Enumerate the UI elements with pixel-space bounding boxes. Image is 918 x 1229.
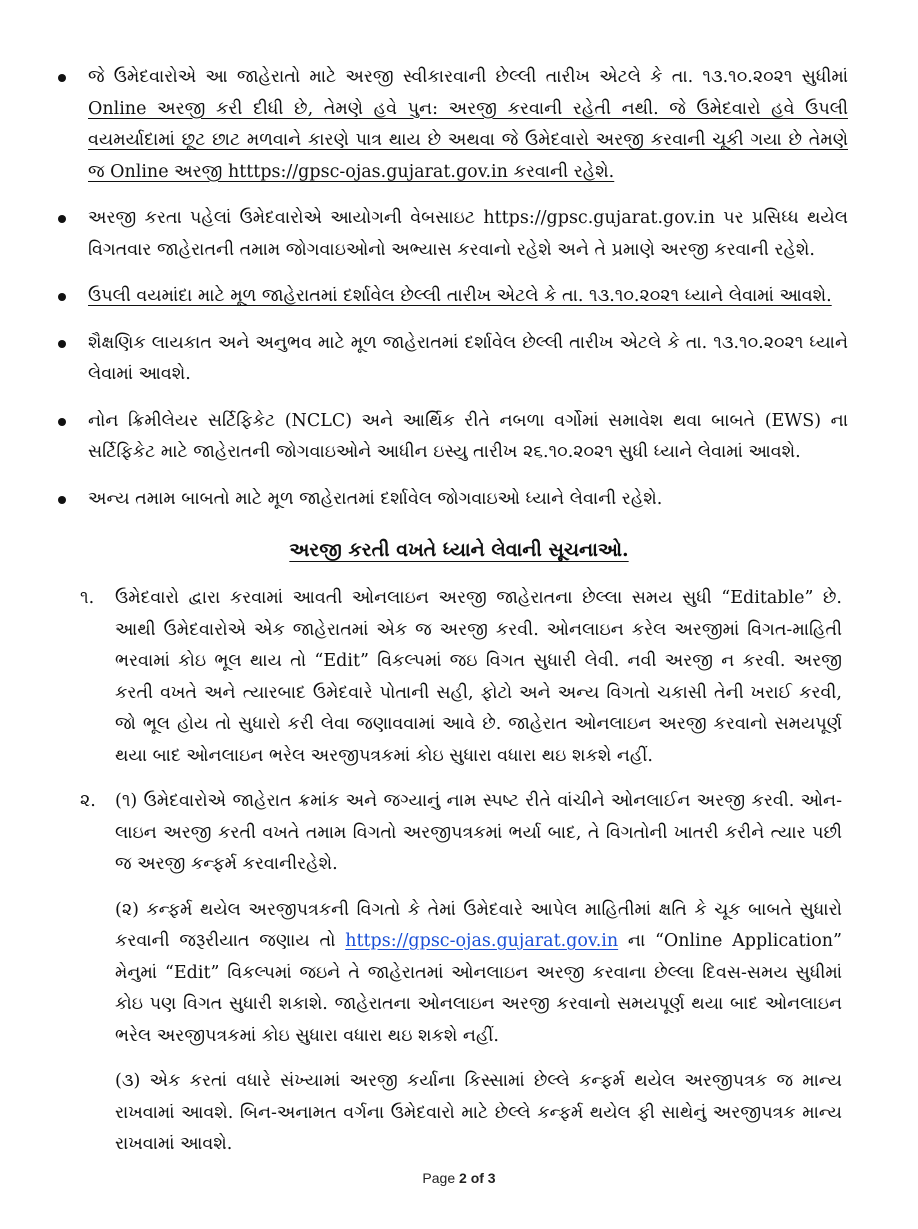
footer-total-pages: 3 (487, 1170, 496, 1186)
bullet-item-read-provisions (58, 203, 848, 266)
footer-page-label: Page (422, 1170, 456, 1186)
section-heading: અરજી કરતી વખતે ધ્યાને લેવાની સૂચનાઓ. (289, 539, 629, 561)
ojas-website-link[interactable]: https://gpsc-ojas.gujarat.gov.in (345, 931, 619, 951)
instructions-list (80, 583, 842, 1175)
instruction-sub-3: (૩) એક કરતાં વધારે સંખ્યામાં અરજી કર્યાના કિસ્સામાં છેલ્લે કન્ફર્મ થયેલ અરજીપત્રક જ માન્ય રાખવામાં આવશે. બિન-અનામત વર્ગના ઉમેદવારો માટે છેલ્લે કન્ફર્મ થયેલ ફી સાથેનું અરજીપત્રક માન્ય રાખવામાં આવશે. (115, 1071, 842, 1154)
bullet-text-underlined: Online અરજી કરી દીધી છે, તેમણે હવે પુન: અરજી કરવાની રહેતી નથી. જે ઉમેદવારો હવે ઉપલી વયમર્યાદામાં છૂટ છાટ મળવાને કારણે પાત્ર થાય છે અથવા જે ઉમેદવારો અરજી કરવાની ચૂકી ગયા છે તેમણે જ Online અરજી htttps://gpsc-ojas.gujarat.gov.in કરવાની રહેશે. (88, 98, 848, 182)
bullet-dot-icon (58, 418, 66, 426)
footer-current-page: 2 (459, 1170, 467, 1186)
bullet-item-nclc-ews (58, 406, 848, 469)
instruction-sub-1: (૧) ઉમેદવારોએ જાહેરાત ક્રમાંક અને જગ્યાનું નામ સ્પષ્ટ રીતે વાંચીને ઓનલાઈન અરજી કરવી. ઓન-લાઇન અરજી કરતી વખતે તમામ વિગતો અરજીપત્રકમાં ભર્યા બાદ, તે વિગતોની ખાતરી કરીને ત્યાર પછી જ અરજી કન્ફર્મ કરવાનીરહેશે. (115, 791, 842, 874)
instruction-item-1 (80, 583, 842, 772)
footer-of-label: of (470, 1170, 484, 1186)
instruction-number: ૨. (80, 791, 96, 811)
bullet-dot-icon (58, 496, 66, 504)
bullet-text: જે ઉમેદવારોએ આ જાહેરાતો માટે અરજી સ્વીકારવાની છેલ્લી તારીખ એટલે કે તા. ૧૩.૧૦.૨૦૨૧ સુધીમાં (88, 67, 848, 87)
instruction-text: ઉમેદવારો દ્વારા કરવામાં આવતી ઓનલાઇન અરજી જાહેરાતના છેલ્લા સમય સુધી “Editable” છે. આથી ઉમેદવારોએ એક જાહેરાતમાં એક જ અરજી કરવી. ઓનલાઇન કરેલ અરજીમાં વિગત-માહિતી ભરવામાં કોઇ ભૂલ થાય તો “Edit” વિકલ્પમાં જઇ વિગત સુધારી લેવી. નવી અરજી ન કરવી. અરજી કરતી વખતે અને ત્યારબાદ ઉમેદવારે પોતાની સહી, ફોટો અને અન્ય વિગતો ચકાસી તેની ખરાઈ કરવી, જો ભૂલ હોય તો સુધારો કરી લેવા જણાવવામાં આવે છે. જાહેરાત ઓનલાઇન અરજી કરવાનો સમયપૂર્ણ થયા બાદ ઓનલાઇન ભરેલ અરજીપત્રકમાં કોઇ સુધારા વધારા થઇ શકશે નહીં. (115, 588, 842, 766)
bullet-item-age-limit (58, 281, 848, 313)
bullet-item-qualification (58, 328, 848, 391)
instruction-item-2 (80, 786, 842, 881)
page-number-footer (0, 1170, 918, 1186)
bullet-dot-icon (58, 293, 66, 301)
instruction-sub-2 (115, 895, 842, 1053)
bullet-dot-icon (58, 215, 66, 223)
instruction-sub-2-text: (૨) કન્ફર્મ થયેલ અરજીપત્રકની વિગતો કે તેમાં ઉમેદવારે આપેલ માહિતીમાં ક્ષતિ કે ચૂક બાબતે સુધારો કરવાની જરૂરીયાત જણાય તો (115, 899, 842, 951)
bullet-item-online-deadline (58, 62, 848, 188)
instruction-number: ૧. (80, 588, 95, 608)
bullet-text: અન્ય તમામ બાબતો માટે મૂળ જાહેરાતમાં દર્શાવેલ જોગવાઇઓ ધ્યાને લેવાની રહેશે. (88, 488, 663, 509)
notice-bullet-list (58, 62, 848, 530)
bullet-dot-icon (58, 74, 66, 82)
bullet-text: અરજી કરતા પહેલાં ઉમેદવારોએ આયોગની વેબસાઇટ https://gpsc.gujarat.gov.in પર પ્રસિધ્ધ થયેલ વિગતવાર જાહેરાતની તમામ જોગવાઇઓનો અભ્યાસ કરવાનો રહેશે અને તે પ્રમાણે અરજી કરવાની રહેશે. (88, 208, 848, 260)
bullet-item-other-matters (58, 484, 848, 516)
bullet-text-underlined: ઉપલી વયમાંદા માટે મૂળ જાહેરાતમાં દર્શાવેલ છેલ્લી તારીખ એટલે કે તા. ૧૩.૧૦.૨૦૨૧ ધ્યાને લેવામાં આવશે. (88, 286, 832, 306)
bullet-dot-icon (58, 340, 66, 348)
instruction-sub-2-text-cont: ના “Online Application” મેનુમાં “Edit” વિકલ્પમાં જઇને તે જાહેરાતમાં ઓનલાઇન અરજી કરવાના છેલ્લા દિવસ-સમય સુધીમાં કોઇ પણ વિગત સુધારી શકાશે. જાહેરાતના ઓનલાઇન અરજી કરવાનો સમયપૂર્ણ થયા બાદ ઓનલાઇન ભરેલ અરજીપત્રકમાં કોઇ સુધારા વધારા થઇ શકશે નહીં. (115, 931, 842, 1046)
bullet-text: નોન ક્રિમીલેયર સર્ટિફિકેટ (NCLC) અને આર્થિક રીતે નબળા વર્ગોમાં સમાવેશ થવા બાબતે (EWS) ના સર્ટિફિકેટ માટે જાહેરાતની જોગવાઇઓને આધીન ઇસ્યુ તારીખ ૨૬.૧૦.૨૦૨૧ સુધી ધ્યાને લેવામાં આવશે. (88, 410, 848, 462)
bullet-text: શૈક્ષણિક લાયકાત અને અનુભવ માટે મૂળ જાહેરાતમાં દર્શાવેલ છેલ્લી તારીખ એટલે કે તા. ૧૩.૧૦.૨૦૨૧ ધ્યાને લેવામાં આવશે. (88, 332, 848, 384)
